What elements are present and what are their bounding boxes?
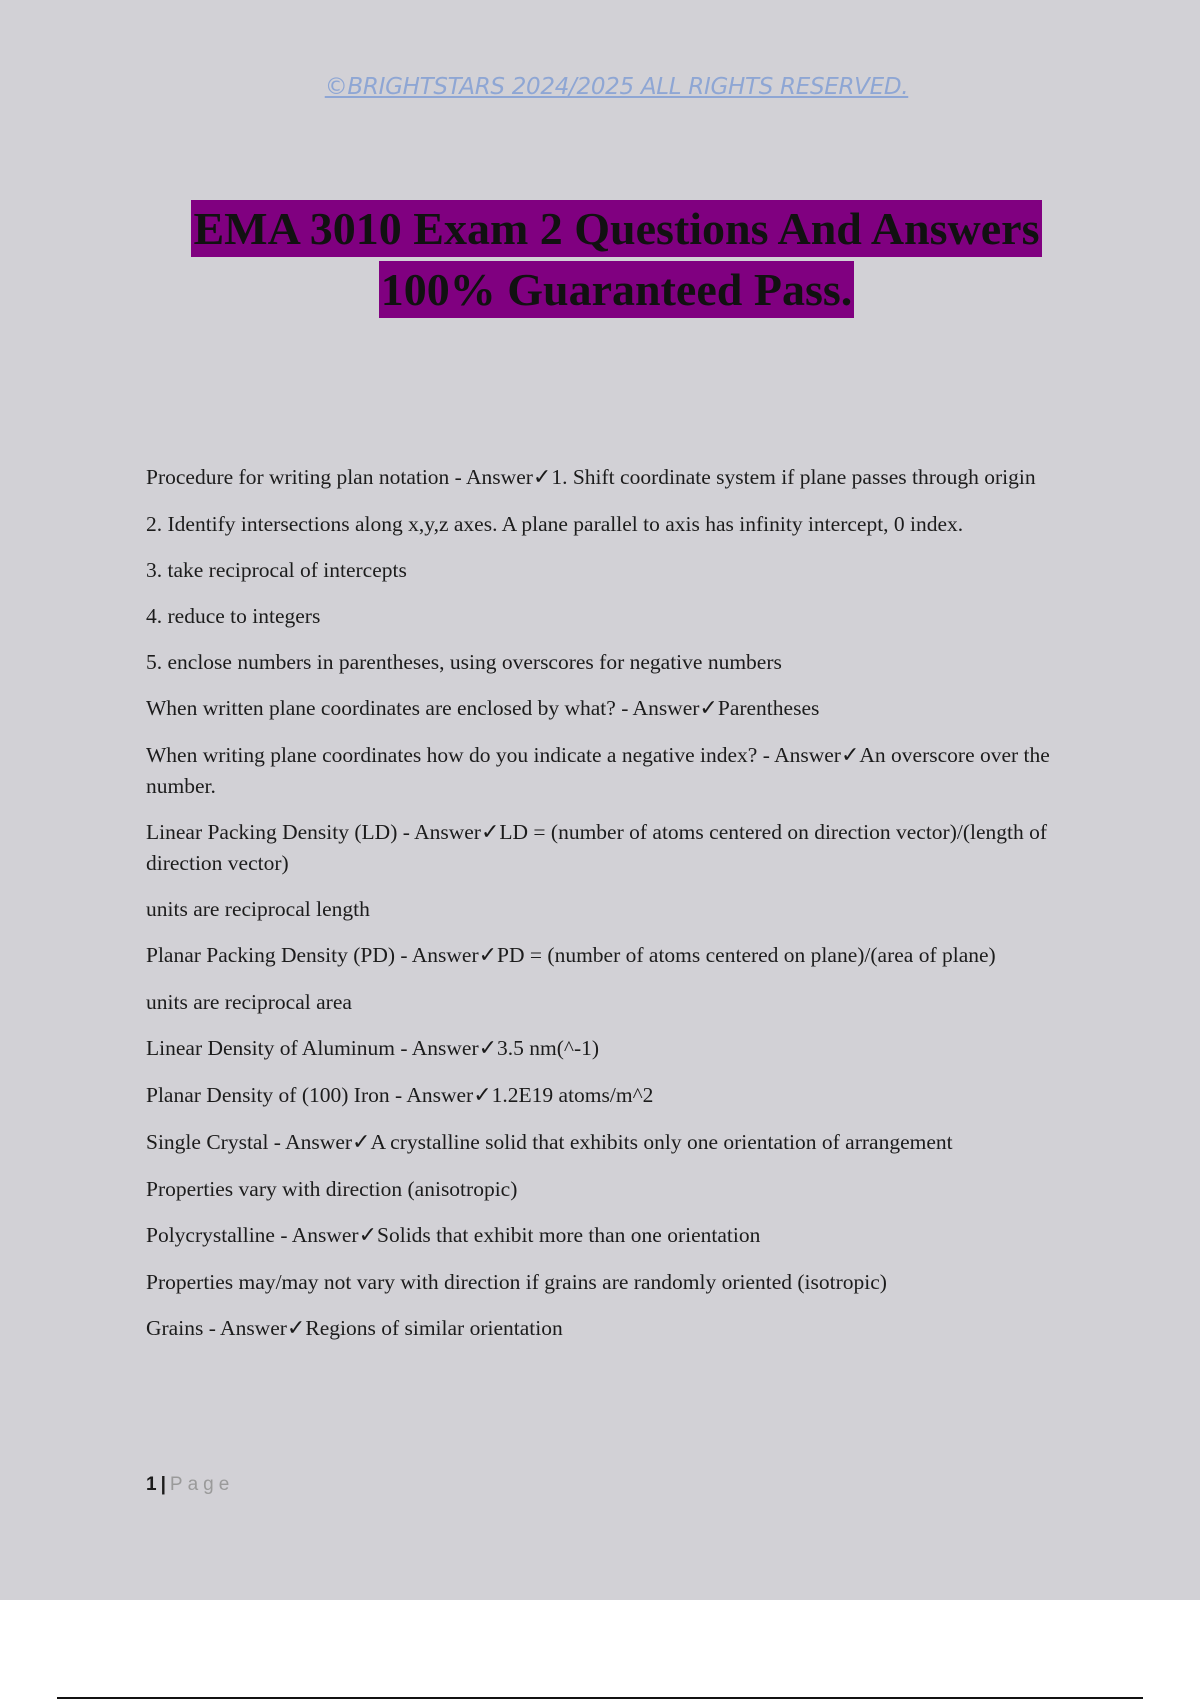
question-text: When written plane coordinates are enclosed by what? - Answer (146, 696, 700, 720)
checkmark-icon: ✓ (286, 1316, 306, 1341)
checkmark-icon: ✓ (699, 696, 718, 721)
title-line-2: 100% Guaranteed Pass. (379, 261, 855, 318)
checkmark-icon: ✓ (358, 1223, 378, 1248)
qa-item: Properties may/may not vary with direction if grains are randomly oriented (isotropic) (146, 1270, 887, 1294)
answer-text: Parentheses (717, 696, 820, 720)
qa-item (146, 693, 1096, 724)
answer-text: 1.2E19 atoms/m^2 (491, 1083, 654, 1107)
document-title (0, 198, 1200, 320)
bottom-divider (57, 1697, 1143, 1699)
page-number: 1 (146, 1474, 157, 1495)
question-text: When writing plane coordinates how do you indicate a negative index? - Answer (146, 743, 841, 767)
checkmark-icon: ✓ (840, 743, 860, 768)
qa-item: 3. take reciprocal of intercepts (146, 558, 407, 582)
checkmark-icon: ✓ (478, 943, 498, 968)
question-text: Polycrystalline - Answer (146, 1223, 359, 1247)
answer-text: LD = (number of atoms centered on direction vector)/(length of direction vector) (146, 820, 1048, 875)
checkmark-icon: ✓ (532, 465, 552, 490)
qa-item: Properties vary with direction (anisotropic) (146, 1177, 518, 1201)
answer-text: 1. Shift coordinate system if plane passes through origin (551, 465, 1036, 489)
qa-item (146, 1033, 1096, 1064)
checkmark-icon: ✓ (473, 1083, 492, 1108)
question-text: Linear Density of Aluminum - Answer (146, 1036, 479, 1060)
footer-separator: | (160, 1474, 166, 1495)
qa-item (146, 1127, 1096, 1158)
qa-item (146, 1080, 1096, 1111)
qa-item (146, 817, 1096, 878)
answer-text: An overscore over the number. (146, 743, 1050, 798)
question-text: Planar Density of (100) Iron - Answer (146, 1083, 474, 1107)
checkmark-icon: ✓ (478, 1036, 498, 1061)
answer-text: Solids that exhibit more than one orientation (377, 1223, 761, 1247)
checkmark-icon: ✓ (480, 820, 500, 845)
title-line-1: EMA 3010 Exam 2 Questions And Answers (191, 200, 1041, 257)
qa-item (146, 462, 1096, 493)
qa-item: 5. enclose numbers in parentheses, using overscores for negative numbers (146, 650, 782, 674)
answer-text: Regions of similar orientation (305, 1316, 563, 1340)
qa-item (146, 940, 1096, 971)
answer-text: 3.5 nm(^-1) (497, 1036, 600, 1060)
page-footer (146, 1474, 234, 1496)
page-label: Page (169, 1474, 235, 1495)
qa-item (146, 740, 1096, 801)
answer-text: PD = (number of atoms centered on plane)/(area of plane) (497, 943, 996, 967)
question-text: Linear Packing Density (LD) - Answer (146, 820, 481, 844)
qa-item: units are reciprocal area (146, 990, 352, 1014)
qa-content (146, 462, 1096, 1360)
answer-text: A crystalline solid that exhibits only one orientation of arrangement (370, 1130, 953, 1154)
question-text: Procedure for writing plan notation - Answer (146, 465, 533, 489)
checkmark-icon: ✓ (352, 1130, 371, 1155)
copyright-header: ©BRIGHTSTARS 2024/2025 ALL RIGHTS RESERVED. (324, 74, 909, 100)
question-text: Grains - Answer (146, 1316, 287, 1340)
qa-item: 4. reduce to integers (146, 604, 321, 628)
question-text: Single Crystal - Answer (146, 1130, 353, 1154)
qa-item (146, 1313, 1096, 1344)
qa-item: units are reciprocal length (146, 897, 370, 921)
question-text: Planar Packing Density (PD) - Answer (146, 943, 479, 967)
qa-item (146, 1220, 1096, 1251)
qa-item: 2. Identify intersections along x,y,z axes. A plane parallel to axis has infinity intercept, 0 index. (146, 512, 964, 536)
